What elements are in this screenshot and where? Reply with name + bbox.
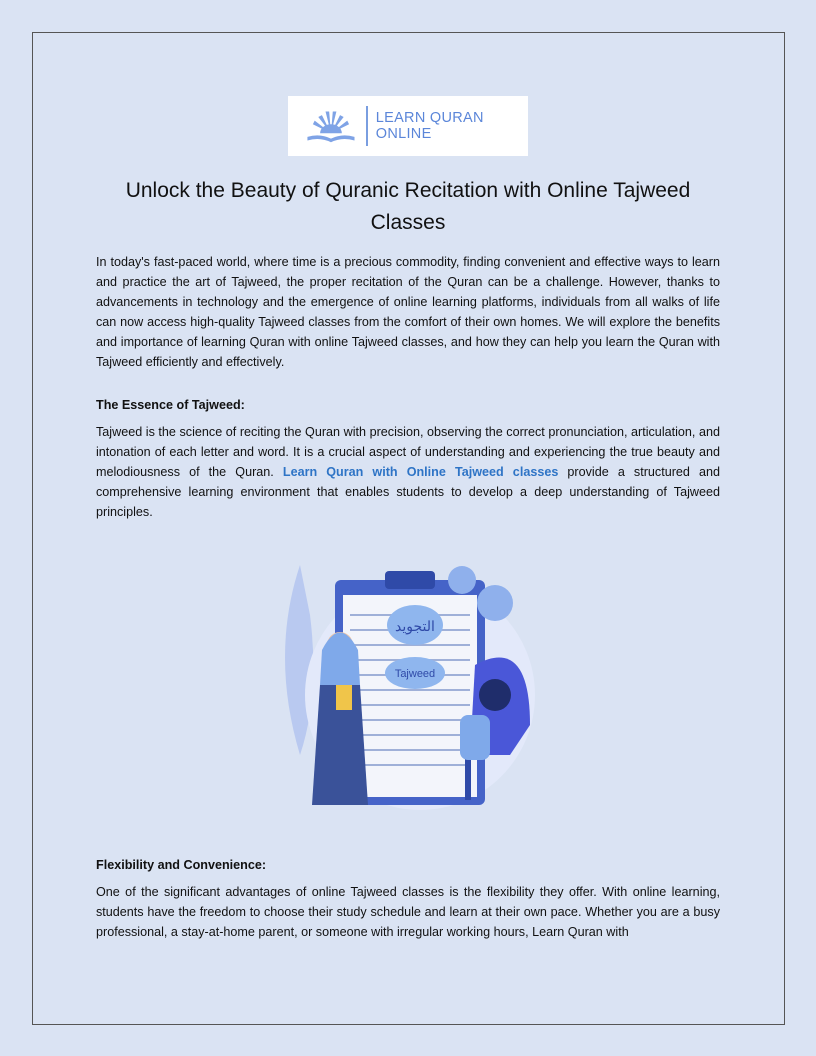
arabic-bubble-text: التجويد [395, 618, 435, 634]
essence-text: Tajweed is the science of reciting the Quran with precision, observing the correct pronunciation, articulation, and intonation of each letter and word. It is a crucial aspect of understanding and experiencing the true beauty and melodiousness of the Quran. [96, 425, 720, 479]
section-heading-flexibility: Flexibility and Convenience: [96, 858, 267, 872]
tajweed-bubble-text: Tajweed [394, 668, 436, 680]
intro-paragraph: In today's fast-paced world, where time is a precious commodity, finding convenient and effective ways to learn and practice the art of Tajweed, the proper recitation of the Quran can be a challenge. However, thanks to advancements in technology and the emergence of online learning platforms, individuals from all walks of life can now access high-quality Tajweed classes from the comfort of their own homes. We will explore the benefits and importance of learning Quran with online Tajweed classes, and how they can help you learn the Quran with Tajweed efficiently and effectively. [96, 255, 720, 369]
tajweed-illustration [280, 555, 540, 815]
logo-divider [366, 106, 368, 146]
open-book-sunrise-icon [302, 104, 360, 148]
section-heading-essence: The Essence of Tajweed: [96, 398, 245, 412]
logo-tagline: LEARN QURAN ONLINE [375, 110, 484, 142]
essence-paragraph [96, 422, 720, 522]
document-title: Unlock the Beauty of Quranic Recitation with Online Tajweed Classes [125, 179, 691, 234]
tajweed-classes-link[interactable]: Learn Quran with Online Tajweed classes [282, 465, 559, 479]
essence-text-cont: provide a structured and comprehensive learning environment that enables students to develop a deep understanding of Tajweed principles. [96, 465, 721, 519]
logo [288, 96, 528, 156]
gear-icon [448, 566, 476, 594]
flexibility-paragraph: One of the significant advantages of online Tajweed classes is the flexibility they offer. With online learning, students have the freedom to choose their study schedule and learn at their own pace. Whether you are a busy professional, a stay-at-home parent, or someone with irregular working hours, Learn Quran with [96, 885, 720, 939]
gear-icon [477, 585, 513, 621]
